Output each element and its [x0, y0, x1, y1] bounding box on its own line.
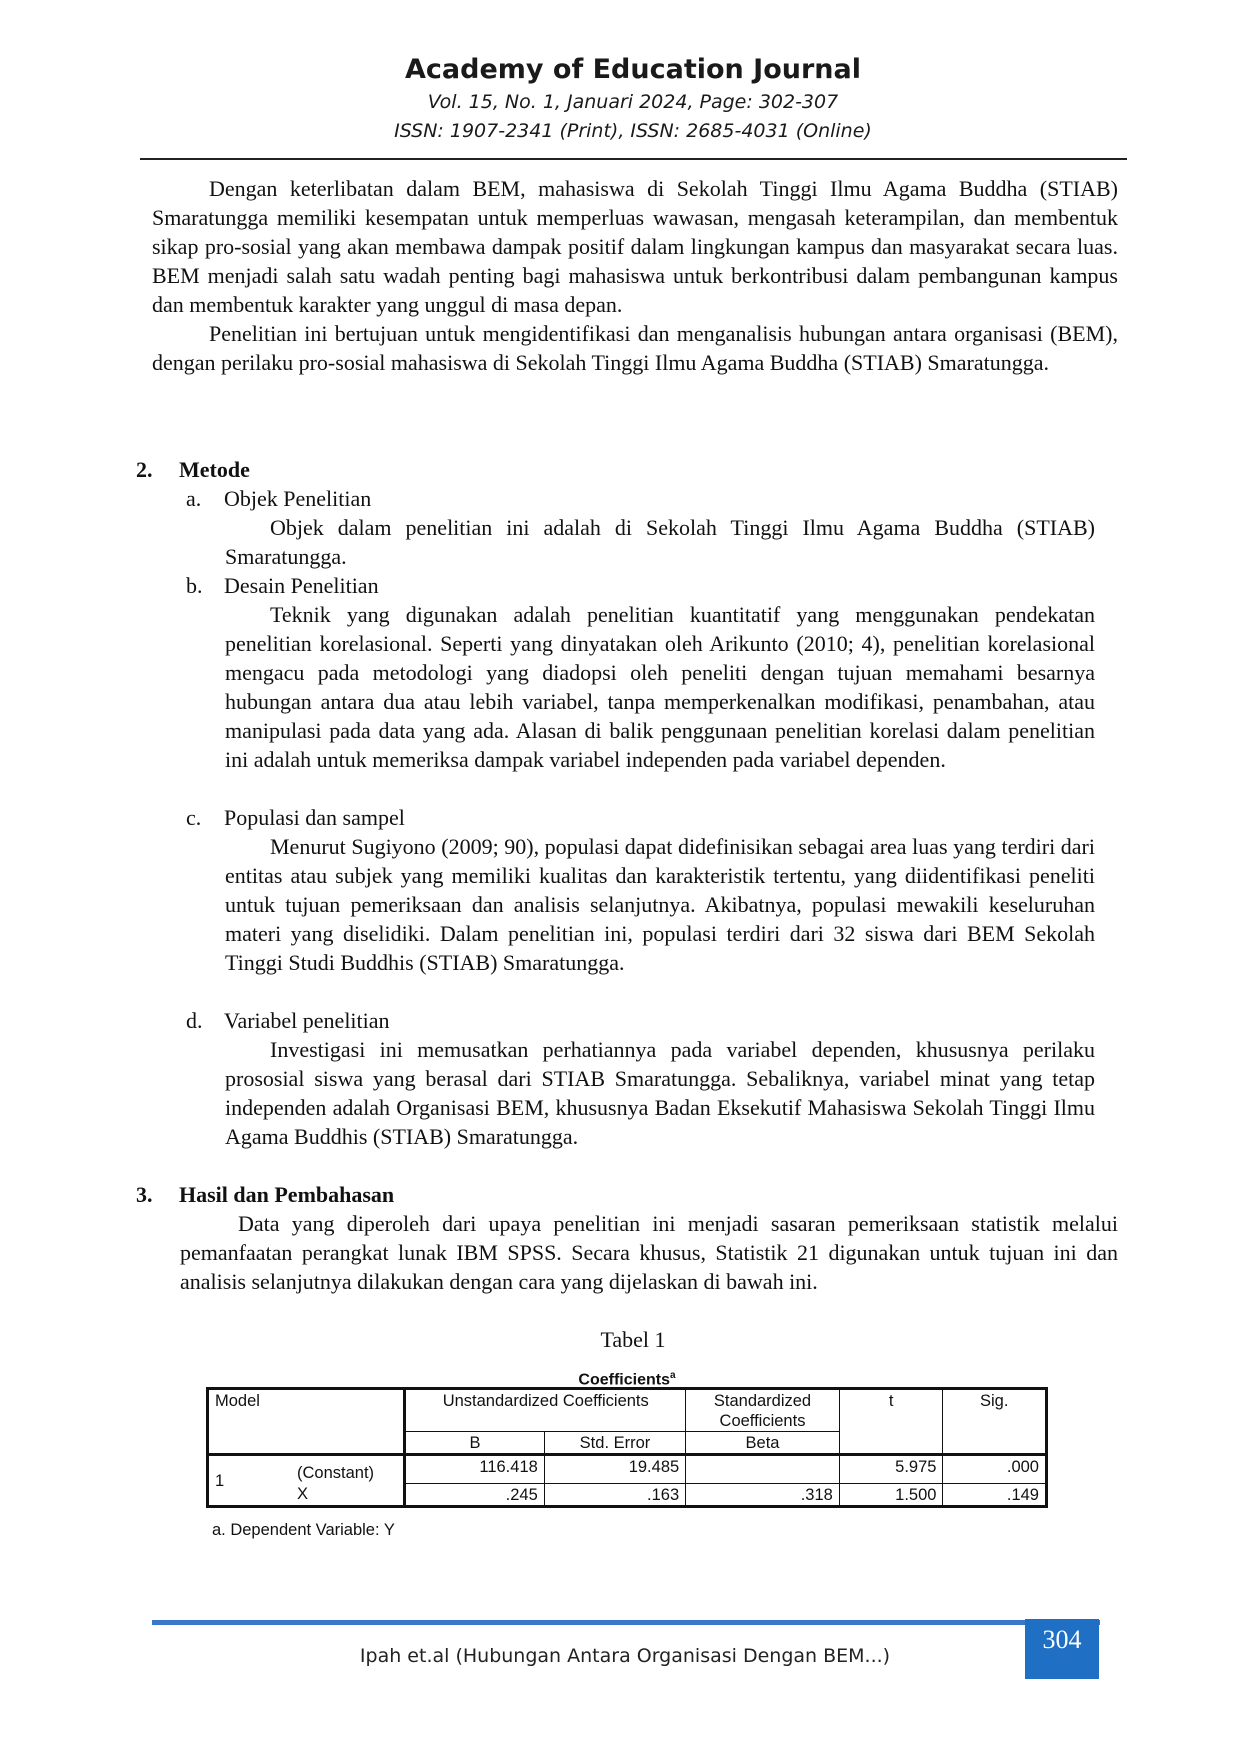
section3-paragraph: Data yang diperoleh dari upaya penelitian ini menjadi sasaran pemeriksaan statistik melalui pemanfaatan perangkat lunak IBM SPSS. Secara khusus, Statistik 21 digunakan untuk tujuan ini dan analisis selanjutnya dilakukan dengan cara yang dijelaskan di bawah ini.	[180, 1211, 1118, 1294]
footer-divider	[152, 1620, 1100, 1625]
header-model: Model	[208, 1389, 405, 1455]
subsection-letter: b.	[186, 573, 203, 598]
section-title: Metode	[179, 457, 250, 482]
subsection-paragraph: Investigasi ini memusatkan perhatiannya pada variabel dependen, khususnya perilaku prososial siswa yang berasal dari STIAB Smaratungga. Sebaliknya, variabel minat yang tetap independen adalah Organisasi BEM, khususnya Badan Eksekutif Mahasiswa Sekolah Tinggi Ilmu Agama Buddhis (STIAB) Smaratungga.	[225, 1037, 1095, 1149]
journal-header	[140, 52, 1126, 146]
table-title-superscript: a	[670, 1370, 676, 1381]
journal-title: Academy of Education Journal	[405, 54, 861, 85]
b-cell: .245	[405, 1483, 544, 1506]
row-name-cell: (Constant)	[291, 1455, 405, 1484]
row-name-cell: X	[291, 1483, 405, 1506]
std-error-cell: .163	[544, 1483, 685, 1506]
beta-cell	[686, 1455, 840, 1484]
header-b: B	[405, 1432, 544, 1455]
page-number: 304	[1025, 1619, 1099, 1679]
header-sig: Sig.	[943, 1389, 1047, 1455]
subsection-title: Objek Penelitian	[224, 486, 372, 511]
header-standardized: Standardized Coefficients	[686, 1389, 840, 1432]
subsection-title: Variabel penelitian	[224, 1008, 390, 1033]
sig-cell: .149	[943, 1483, 1047, 1506]
header-unstandardized: Unstandardized Coefficients	[405, 1389, 686, 1432]
t-cell: 1.500	[839, 1483, 943, 1506]
section3-body	[180, 1209, 1118, 1296]
table-footnote: a. Dependent Variable: Y	[212, 1521, 395, 1539]
b-cell: 116.418	[405, 1455, 544, 1484]
model-number-cell: 1	[208, 1455, 292, 1507]
issn-line: ISSN: 1907-2341 (Print), ISSN: 2685-4031 (Online)	[394, 120, 872, 142]
running-title: Ipah et.al (Hubungan Antara Organisasi Dengan BEM...)	[359, 1645, 891, 1667]
volume-line: Vol. 15, No. 1, Januari 2024, Page: 302-307	[427, 91, 839, 113]
beta-cell: .318	[686, 1483, 840, 1506]
subsection-letter: a.	[186, 486, 202, 511]
subsection-body-d	[225, 1035, 1095, 1151]
header-beta: Beta	[686, 1432, 840, 1455]
subsection-body-a	[225, 513, 1095, 571]
table-title-text: Coefficients	[578, 1371, 670, 1389]
intro-text	[152, 174, 1118, 377]
intro-paragraph-1: Dengan keterlibatan dalam BEM, mahasiswa di Sekolah Tinggi Ilmu Agama Buddha (STIAB) Smaratungga memiliki kesempatan untuk memperluas wawasan, mengasah keterampilan, dan membentuk sikap pro-sosial yang akan membawa dampak positif dalam lingkungan kampus dan masyarakat secara luas. BEM menjadi salah satu wadah penting bagi mahasiswa untuk berkontribusi dalam pembangunan kampus dan membentuk karakter yang unggul di masa depan.	[152, 176, 1118, 317]
subsection-paragraph: Menurut Sugiyono (2009; 90), populasi dapat didefinisikan sebagai area luas yang terdiri dari entitas atau subjek yang memiliki kualitas dan karakteristik tertentu, yang diidentifikasi peneliti untuk tujuan pemeriksaan dan analisis selanjutnya. Akibatnya, populasi mewakili keseluruhan materi yang diselidiki. Dalam penelitian ini, populasi terdiri dari 32 siswa dari BEM Sekolah Tinggi Studi Buddhis (STIAB) Smaratungga.	[225, 834, 1095, 975]
subsection-body-b	[225, 600, 1095, 774]
subsection-title: Populasi dan sampel	[224, 805, 405, 830]
table-header-row	[208, 1389, 1047, 1432]
subsection-title: Desain Penelitian	[224, 573, 379, 598]
header-std-error: Std. Error	[544, 1432, 685, 1455]
header-t: t	[839, 1389, 943, 1455]
subsection-letter: d.	[186, 1008, 203, 1033]
section-number: 2.	[136, 457, 153, 482]
section-number: 3.	[136, 1182, 153, 1207]
std-error-cell: 19.485	[544, 1455, 685, 1484]
subsection-paragraph: Teknik yang digunakan adalah penelitian kuantitatif yang menggunakan pendekatan penelitian korelasional. Seperti yang dinyatakan oleh Arikunto (2010; 4), penelitian korelasional mengacu pada metodologi yang diadopsi oleh peneliti dengan tujuan memahami besarnya hubungan antara dua atau lebih variabel, tanpa memperkenalkan modifikasi, penambahan, atau manipulasi pada data yang ada. Alasan di balik penggunaan penelitian korelasi dalam penelitian ini adalah untuk memeriksa dampak variabel independen pada variabel dependen.	[225, 602, 1095, 772]
table-caption: Tabel 1	[600, 1327, 666, 1352]
coefficients-table	[206, 1387, 1048, 1508]
intro-paragraph-2: Penelitian ini bertujuan untuk mengidentifikasi dan menganalisis hubungan antara organisasi (BEM), dengan perilaku pro-sosial mahasiswa di Sekolah Tinggi Ilmu Agama Buddha (STIAB) Smaratungga.	[152, 321, 1118, 375]
header-divider	[140, 158, 1127, 160]
subsection-letter: c.	[186, 805, 202, 830]
subsection-paragraph: Objek dalam penelitian ini adalah di Sekolah Tinggi Ilmu Agama Buddha (STIAB) Smaratungga.	[225, 515, 1095, 569]
table-title	[206, 1367, 1048, 1389]
subsection-body-c	[225, 832, 1095, 977]
table-row	[208, 1455, 1047, 1484]
table-row	[208, 1483, 1047, 1506]
section-title: Hasil dan Pembahasan	[179, 1182, 395, 1207]
t-cell: 5.975	[839, 1455, 943, 1484]
sig-cell: .000	[943, 1455, 1047, 1484]
